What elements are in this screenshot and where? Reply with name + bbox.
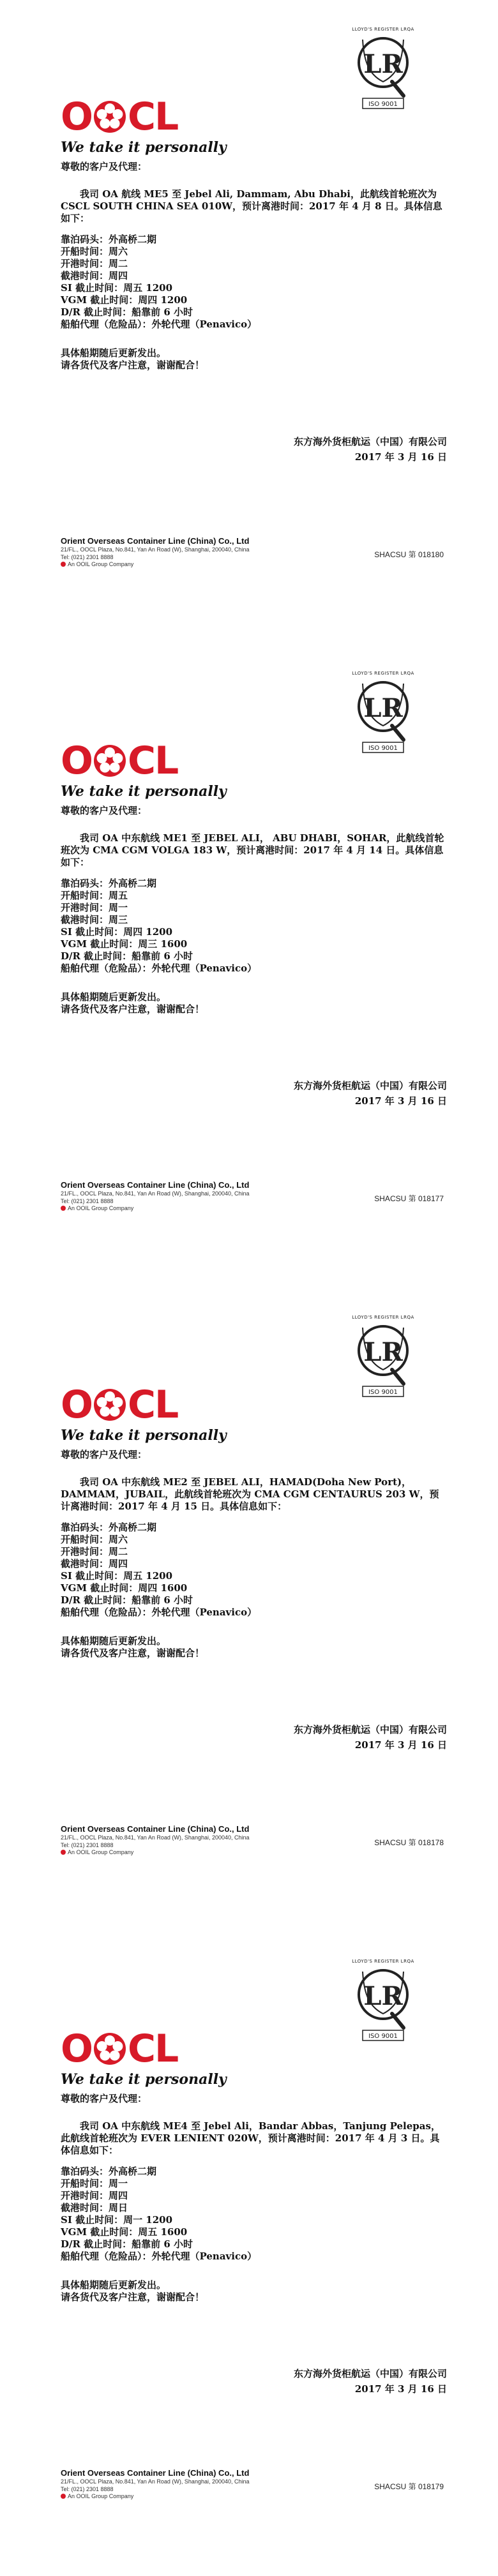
issue-date: 2017 年 3 月 16 日 (354, 1095, 447, 1107)
closing-line: 请各货代及客户注意，谢谢配合！ (61, 359, 205, 371)
schedule-detail-line: SI 截止时间：周五 1200 (61, 282, 173, 294)
cert-lr-mark: LR (363, 1337, 403, 1367)
brand-tagline: We take it personally (61, 139, 227, 156)
footer-address: 21/FL., OOCL Plaza, No.841, Yan An Road (W), Shanghai, 200040, China (61, 2478, 250, 2485)
closing-line: 具体船期随后更新发出。 (61, 991, 167, 1003)
schedule-detail-line: VGM 截止时间：周三 1600 (61, 938, 188, 950)
footer-group (61, 2493, 444, 2499)
logo-letters-cl: CL (128, 94, 178, 139)
notice-body: 我司 OA 中东航线 ME1 至 JEBEL ALI， ABU DHABI，SOHAR，此航线首轮班次为 CMA CGM VOLGA 183 W，预计离港时间：2017 年 4 月 14 日。具体信息如下： (61, 832, 444, 868)
logo-letters-cl: CL (128, 738, 178, 783)
schedule-detail-line: 开船时间：周六 (61, 246, 128, 257)
cert-top-text: LLOYD'S REGISTER LRQA (352, 1959, 414, 1964)
notice-page-2 (0, 644, 498, 1288)
lloyds-iso-certification-mark (351, 19, 415, 121)
document-number: SHACSU 第 018178 (374, 1838, 444, 1847)
oocl-wordmark (61, 2028, 198, 2070)
logo-letter-o: O (61, 94, 93, 139)
schedule-detail-line: D/R 截止时间：船靠前 6 小时 (61, 1594, 193, 1606)
cert-lr-mark: LR (363, 693, 403, 723)
schedule-detail-line: 开港时间：周二 (61, 1546, 128, 1557)
document-number: SHACSU 第 018180 (374, 550, 444, 559)
ooil-dot-icon (61, 2494, 66, 2499)
schedule-details (61, 2166, 447, 2263)
letterhead-footer (61, 1824, 444, 1855)
document-number: SHACSU 第 018179 (374, 2482, 444, 2491)
lloyds-iso-certification-mark (351, 1307, 415, 1409)
cert-lr-mark: LR (363, 49, 403, 79)
schedule-details (61, 1522, 447, 1619)
document-number: SHACSU 第 018177 (374, 1194, 444, 1203)
oocl-logo (61, 2026, 227, 2088)
schedule-detail-line: SI 截止时间：周四 1200 (61, 926, 173, 938)
schedule-detail-line: VGM 截止时间：周五 1600 (61, 2226, 188, 2238)
logo-letter-o: O (61, 2026, 93, 2071)
ooil-dot-icon (61, 1850, 66, 1855)
issue-date: 2017 年 3 月 16 日 (354, 1739, 447, 1751)
notice-body: 我司 OA 航线 ME5 至 Jebel Ali, Dammam, Abu Dhabi，此航线首轮班次为 CSCL SOUTH CHINA SEA 010W，预计离港时间：2017 年 4 月 8 日。具体信息如下： (61, 188, 442, 224)
schedule-detail-line: 截港时间：周三 (61, 914, 128, 925)
notice-page-4 (0, 1932, 498, 2576)
closing-line: 具体船期随后更新发出。 (61, 2279, 167, 2291)
schedule-detail-line: 开船时间：周五 (61, 890, 128, 901)
salutation: 尊敬的客户及代理： (61, 805, 147, 816)
plum-blossom-icon (93, 2032, 127, 2066)
letterhead-footer (61, 1180, 444, 1211)
plum-blossom-icon (93, 100, 127, 134)
footer-telephone: Tel: (021) 2301 8888 (61, 2486, 114, 2492)
oocl-logo (61, 94, 227, 156)
schedule-detail-line: VGM 截止时间：周四 1200 (61, 294, 188, 306)
schedule-detail-line: D/R 截止时间：船靠前 6 小时 (61, 2238, 193, 2250)
schedule-detail-line: SI 截止时间：周五 1200 (61, 1570, 173, 1582)
brand-tagline: We take it personally (61, 1427, 227, 1444)
closing-remarks (61, 991, 447, 1015)
schedule-details (61, 878, 447, 975)
schedule-detail-line: 开港时间：周一 (61, 902, 128, 913)
cert-lr-mark: LR (363, 1981, 403, 2011)
schedule-detail-line: 截港时间：周四 (61, 270, 128, 281)
schedule-detail-line: 船舶代理（危险品）：外轮代理（Penavico） (61, 318, 257, 330)
schedule-detail-line: 靠泊码头：外高桥二期 (61, 234, 157, 245)
signature-block (294, 434, 447, 465)
schedule-detail-line: 开港时间：周二 (61, 258, 128, 269)
oocl-wordmark (61, 740, 198, 782)
notice-content (61, 2093, 447, 2303)
closing-line: 请各货代及客户注意，谢谢配合！ (61, 1003, 205, 1015)
cert-iso-label: ISO 9001 (368, 101, 398, 108)
cert-top-text: LLOYD'S REGISTER LRQA (352, 27, 414, 32)
closing-line: 具体船期随后更新发出。 (61, 347, 167, 359)
letterhead-footer (61, 2468, 444, 2499)
notice-content (61, 1449, 447, 1659)
salutation: 尊敬的客户及代理： (61, 1449, 147, 1460)
issuer-company: 东方海外货柜航运（中国）有限公司 (293, 2368, 447, 2379)
oocl-logo (61, 1382, 227, 1444)
cert-iso-label: ISO 9001 (368, 2033, 398, 2040)
cert-iso-label: ISO 9001 (368, 745, 398, 752)
footer-telephone: Tel: (021) 2301 8888 (61, 554, 114, 560)
issue-date: 2017 年 3 月 16 日 (354, 451, 447, 463)
schedule-detail-line: D/R 截止时间：船靠前 6 小时 (61, 950, 193, 962)
ooil-dot-icon (61, 562, 66, 567)
schedule-detail-line: 开港时间：周四 (61, 2190, 128, 2201)
ooil-dot-icon (61, 1206, 66, 1211)
footer-company-name: Orient Overseas Container Line (China) Co., Ltd (61, 1824, 250, 1834)
closing-line: 请各货代及客户注意，谢谢配合！ (61, 2291, 205, 2303)
footer-group-label: An OOIL Group Company (68, 1849, 134, 1855)
issuer-company: 东方海外货柜航运（中国）有限公司 (293, 1080, 447, 1091)
notice-body: 我司 OA 中东航线 ME4 至 Jebel Ali，Bandar Abbas，Tanjung Pelepas，此航线首轮班次为 EVER LENIENT 020W，预计离港时间：2017 年 4 月 3 日。具体信息如下： (61, 2120, 441, 2156)
schedule-detail-line: 船舶代理（危险品）：外轮代理（Penavico） (61, 2250, 257, 2262)
closing-remarks (61, 2279, 447, 2303)
notice-content (61, 805, 447, 1015)
plum-blossom-icon (93, 1388, 127, 1422)
schedule-detail-line: 靠泊码头：外高桥二期 (61, 2166, 157, 2177)
footer-telephone: Tel: (021) 2301 8888 (61, 1842, 114, 1848)
lloyds-iso-certification-mark (351, 1951, 415, 2053)
closing-line: 请各货代及客户注意，谢谢配合！ (61, 1647, 205, 1659)
oocl-wordmark (61, 96, 198, 138)
cert-iso-label: ISO 9001 (368, 1389, 398, 1396)
footer-address: 21/FL., OOCL Plaza, No.841, Yan An Road (W), Shanghai, 200040, China (61, 1190, 250, 1197)
schedule-detail-line: 船舶代理（危险品）：外轮代理（Penavico） (61, 1606, 257, 1618)
footer-group-label: An OOIL Group Company (68, 561, 134, 567)
oocl-logo (61, 738, 227, 800)
cert-top-text: LLOYD'S REGISTER LRQA (352, 1315, 414, 1320)
logo-letter-o: O (61, 738, 93, 783)
schedule-detail-line: 船舶代理（危险品）：外轮代理（Penavico） (61, 962, 257, 974)
issuer-company: 东方海外货柜航运（中国）有限公司 (293, 436, 447, 447)
footer-address: 21/FL., OOCL Plaza, No.841, Yan An Road (W), Shanghai, 200040, China (61, 1834, 250, 1841)
closing-remarks (61, 1635, 447, 1659)
footer-company-name: Orient Overseas Container Line (China) Co., Ltd (61, 2468, 250, 2478)
schedule-detail-line: SI 截止时间：周一 1200 (61, 2214, 173, 2226)
schedule-detail-line: 靠泊码头：外高桥二期 (61, 878, 157, 889)
schedule-details (61, 234, 447, 331)
schedule-detail-line: 开船时间：周六 (61, 1534, 128, 1545)
salutation: 尊敬的客户及代理： (61, 161, 147, 172)
footer-address: 21/FL., OOCL Plaza, No.841, Yan An Road (W), Shanghai, 200040, China (61, 546, 250, 553)
brand-tagline: We take it personally (61, 2071, 227, 2088)
footer-group-label: An OOIL Group Company (68, 2493, 134, 2499)
salutation: 尊敬的客户及代理： (61, 2093, 147, 2104)
signature-block (294, 1078, 447, 1109)
closing-line: 具体船期随后更新发出。 (61, 1635, 167, 1647)
signature-block (294, 2366, 447, 2397)
closing-remarks (61, 347, 447, 371)
logo-letter-o: O (61, 1382, 93, 1427)
schedule-detail-line: 开船时间：周一 (61, 2178, 128, 2189)
footer-group (61, 1205, 444, 1211)
notice-page-3 (0, 1288, 498, 1932)
schedule-detail-line: 截港时间：周日 (61, 2202, 128, 2213)
cert-top-text: LLOYD'S REGISTER LRQA (352, 671, 414, 676)
brand-tagline: We take it personally (61, 783, 227, 800)
schedule-detail-line: D/R 截止时间：船靠前 6 小时 (61, 306, 193, 318)
notice-body: 我司 OA 中东航线 ME2 至 JEBEL ALI，HAMAD(Doha New Port)，DAMMAM，JUBAIL，此航线首轮班次为 CMA CGM CENTAURUS 203 W，预计离港时间：2017 年 4 月 15 日。具体信息如下： (61, 1476, 439, 1512)
footer-group (61, 561, 444, 567)
lloyds-iso-certification-mark (351, 663, 415, 765)
signature-block (294, 1722, 447, 1753)
issuer-company: 东方海外货柜航运（中国）有限公司 (293, 1724, 447, 1735)
notice-page-1 (0, 0, 498, 644)
letterhead-footer (61, 536, 444, 567)
footer-company-name: Orient Overseas Container Line (China) Co., Ltd (61, 1180, 250, 1190)
footer-telephone: Tel: (021) 2301 8888 (61, 1198, 114, 1204)
logo-letters-cl: CL (128, 1382, 178, 1427)
schedule-detail-line: 靠泊码头：外高桥二期 (61, 1522, 157, 1533)
footer-group (61, 1849, 444, 1855)
notice-content (61, 161, 447, 371)
footer-group-label: An OOIL Group Company (68, 1205, 134, 1211)
footer-company-name: Orient Overseas Container Line (China) Co., Ltd (61, 536, 250, 546)
issue-date: 2017 年 3 月 16 日 (354, 2383, 447, 2395)
plum-blossom-icon (93, 744, 127, 778)
logo-letters-cl: CL (128, 2026, 178, 2071)
schedule-detail-line: VGM 截止时间：周四 1600 (61, 1582, 188, 1594)
oocl-wordmark (61, 1384, 198, 1426)
schedule-detail-line: 截港时间：周四 (61, 1558, 128, 1569)
